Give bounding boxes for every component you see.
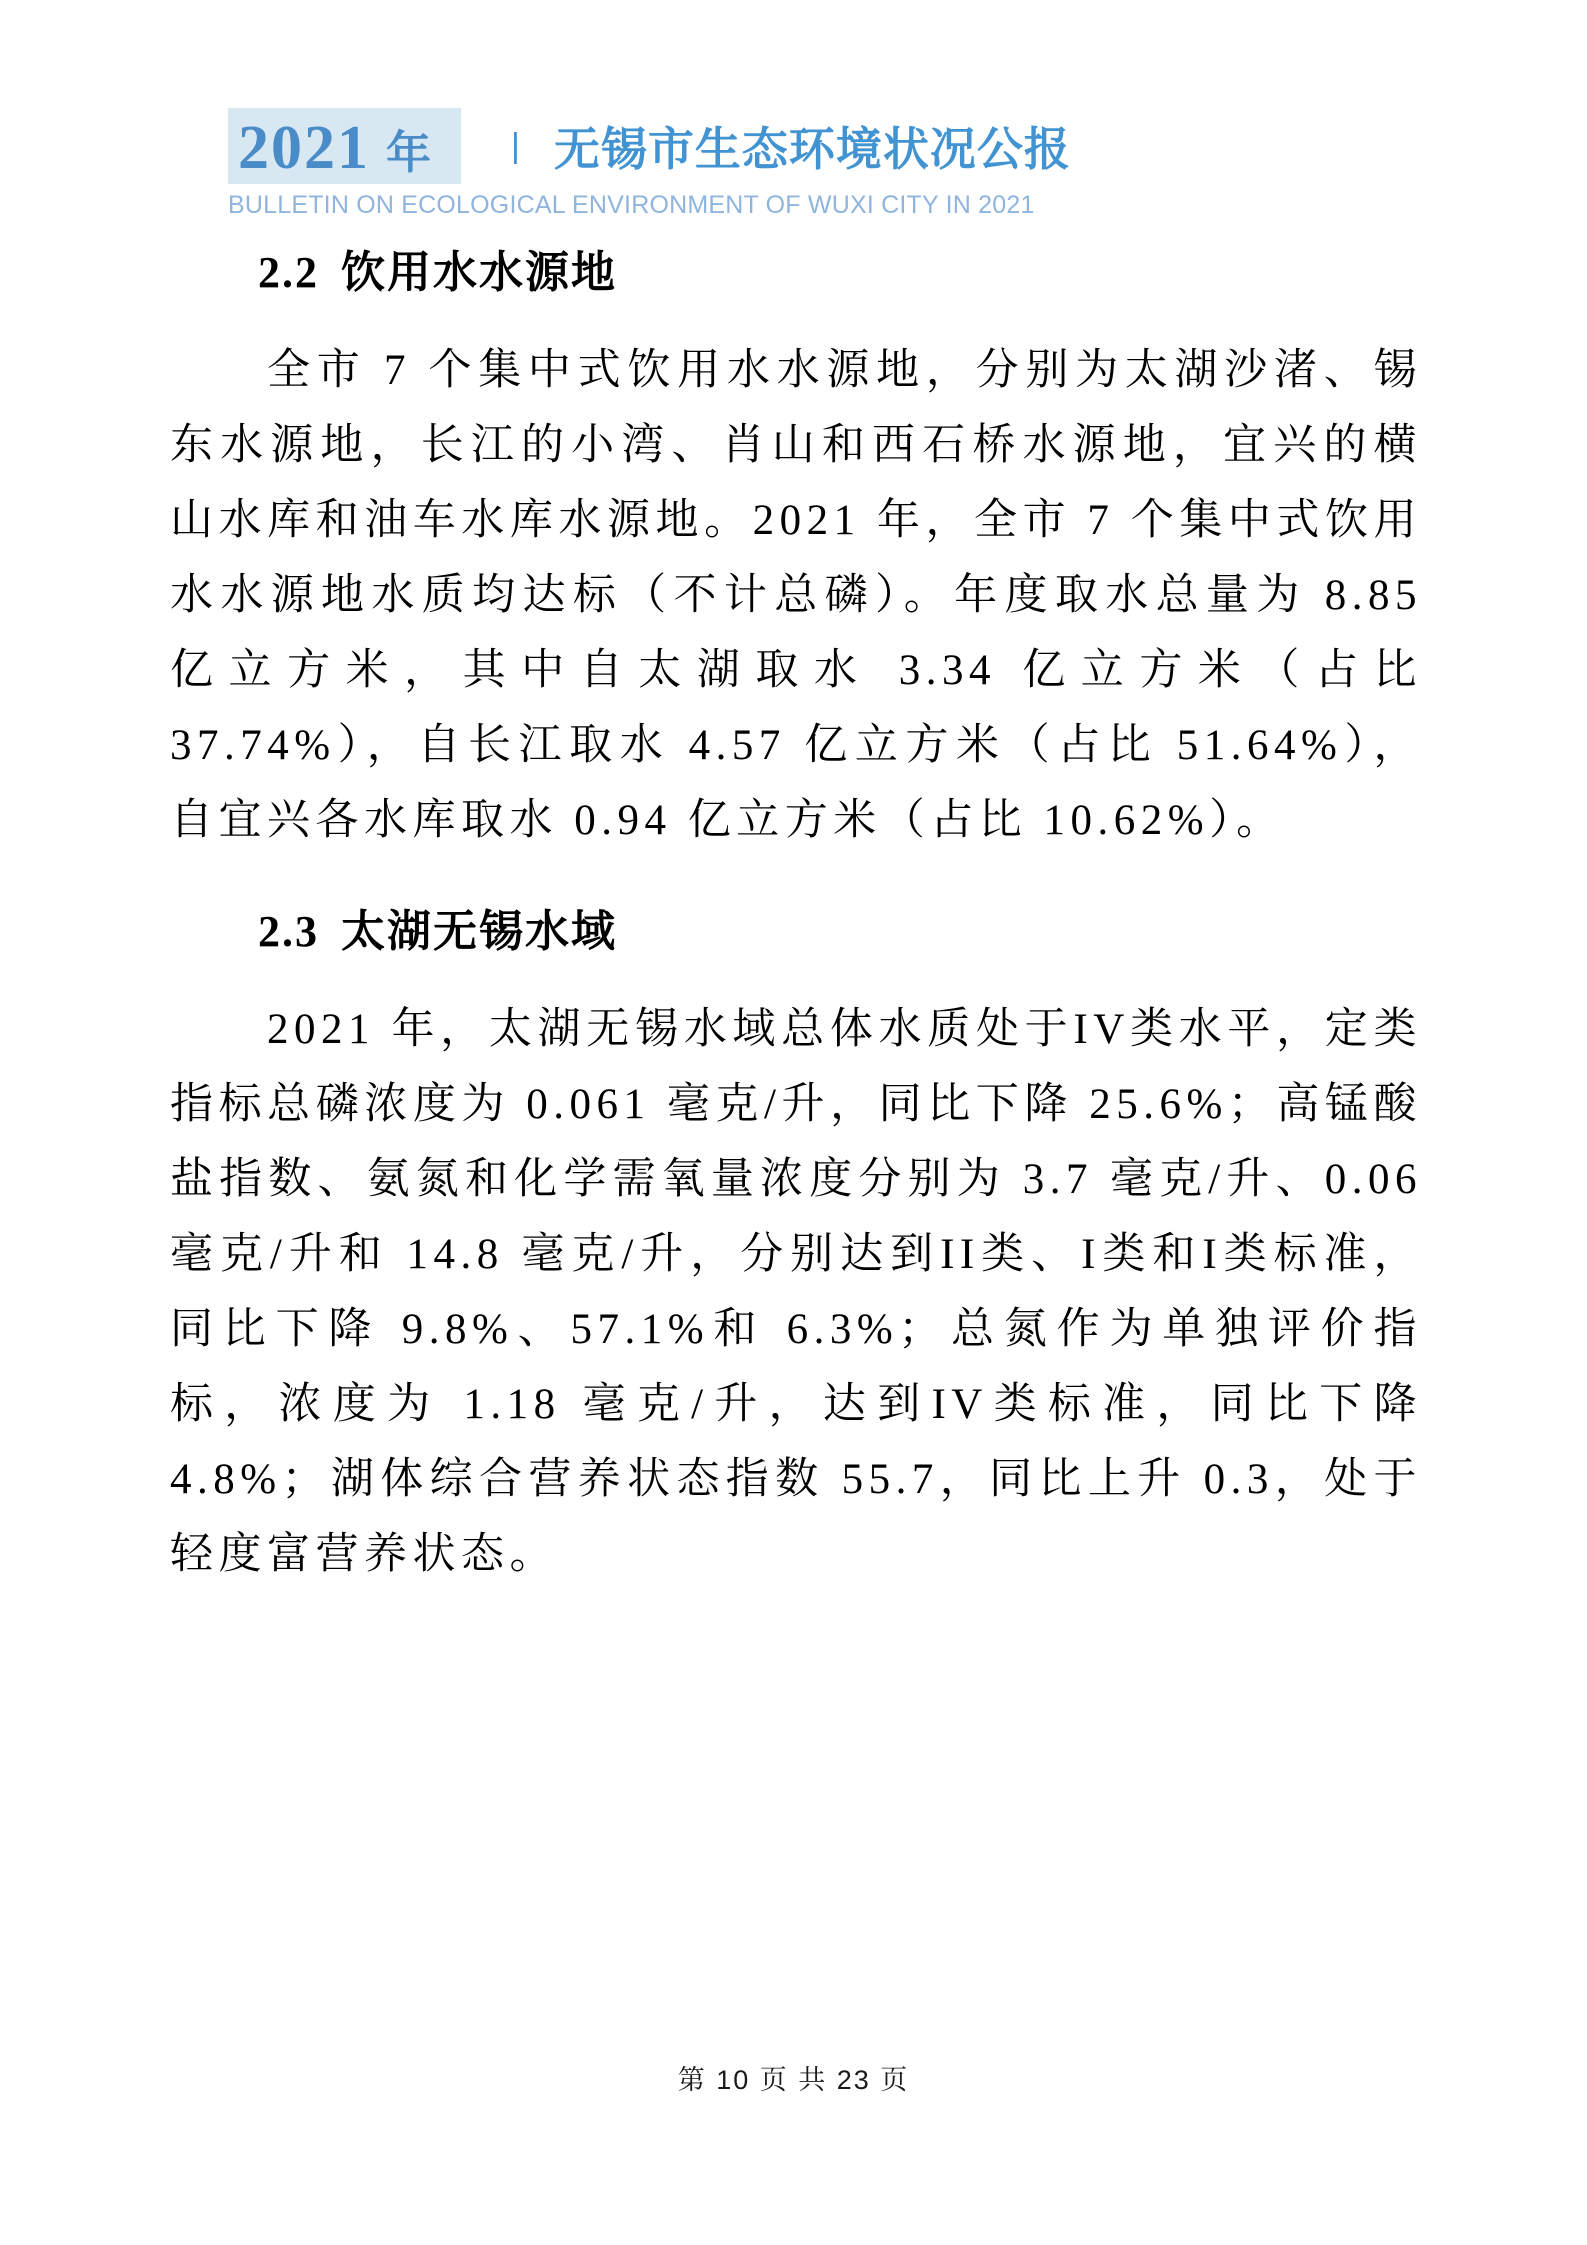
section-heading-2-3 <box>170 902 1422 962</box>
body-paragraph-taihu-lake: 2021 年，太湖无锡水域总体水质处于IV类水平，定类指标总磷浓度为 0.061 毫克/升，同比下降 25.6%；高锰酸盐指数、氨氮和化学需氧量浓度分别为 3.7 毫克/升、0.06 毫克/升和 14.8 毫克/升，分别达到II类、I类和I类标准，同比下降 9.8%、57.1%和 6.3%；总氮作为单独评价指标，浓度为 1.18 毫克/升，达到IV类标准，同比下降 4.8%；湖体综合营养状态指数 55.7，同比上升 0.3，处于轻度富营养状态。 <box>170 1006 1422 1578</box>
header-divider: | <box>511 126 520 165</box>
section-heading-2-2 <box>170 243 1422 303</box>
section-number: 2.3 <box>258 907 319 956</box>
year-unit: 年 <box>386 128 432 178</box>
document-subtitle-en: BULLETIN ON ECOLOGICAL ENVIRONMENT OF WUXI CITY IN 2021 <box>228 191 1035 219</box>
page-number-label: 第 10 页 共 23 页 <box>677 2065 910 2095</box>
body-paragraph-drinking-water: 全市 7 个集中式饮用水水源地，分别为太湖沙渚、锡东水源地，长江的小湾、肖山和西石桥水源地，宜兴的横山水库和油车水库水源地。2021 年，全市 7 个集中式饮用水水源地水质均达标（不计总磷）。年度取水总量为 8.85 亿立方米，其中自太湖取水 3.34 亿立方米（占比 37.74%），自长江取水 4.57 亿立方米（占比 51.64%），自宜兴各水库取水 0.94 亿立方米（占比 10.62%）。 <box>170 347 1422 844</box>
header-title-row <box>228 108 1071 184</box>
section-number: 2.2 <box>258 248 319 297</box>
year-highlight <box>228 108 461 184</box>
year-value: 2021 <box>238 114 370 182</box>
document-header <box>228 108 1071 220</box>
document-title-cn: 无锡市生态环境状况公报 <box>553 124 1071 175</box>
section-title: 饮用水水源地 <box>341 248 617 297</box>
page-footer <box>0 2058 1587 2097</box>
document-body <box>170 243 1422 1592</box>
section-title: 太湖无锡水域 <box>341 907 617 956</box>
